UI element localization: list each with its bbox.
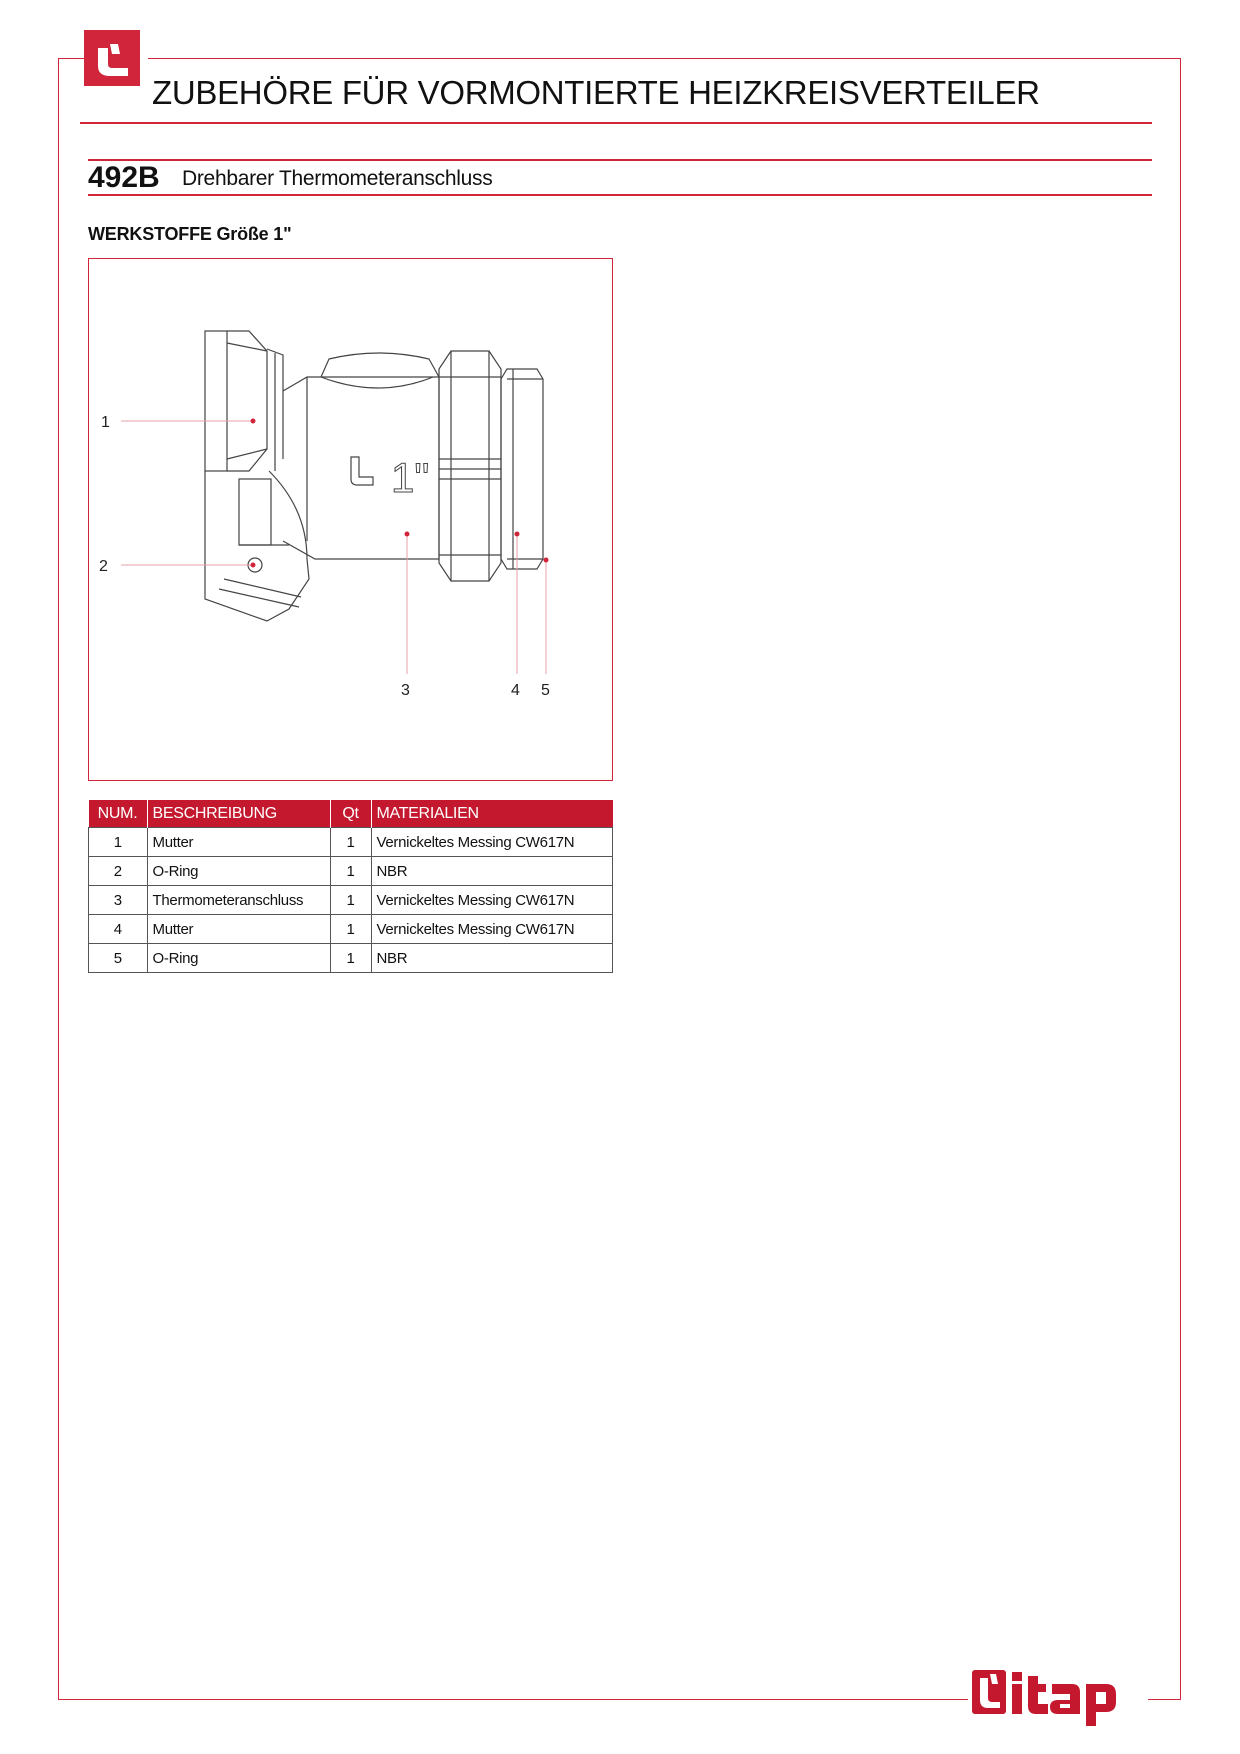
section-cut-drawing [205, 471, 309, 621]
size-marking: 1" [391, 454, 430, 501]
cell-description: Mutter [147, 915, 330, 944]
itap-corner-logo-icon [84, 30, 140, 86]
table-row [89, 944, 613, 973]
cell-description: Mutter [147, 828, 330, 857]
itap-brand-logo-icon [968, 1662, 1148, 1734]
cell-qty: 1 [330, 944, 371, 973]
product-subtitle: Drehbarer Thermometeranschluss [182, 167, 493, 190]
cell-num: 3 [89, 886, 148, 915]
table-row [89, 828, 613, 857]
title-divider [80, 122, 1152, 124]
cell-qty: 1 [330, 828, 371, 857]
header-num: NUM. [89, 800, 148, 828]
callout-2: 2 [99, 558, 108, 575]
page-title: ZUBEHÖRE FÜR VORMONTIERTE HEIZKREISVERTEILER [152, 74, 1040, 111]
cell-qty: 1 [330, 886, 371, 915]
table-row [89, 857, 613, 886]
cell-description: O-Ring [147, 944, 330, 973]
cell-num: 1 [89, 828, 148, 857]
header-description: BESCHREIBUNG [147, 800, 330, 828]
cell-material: NBR [371, 944, 613, 973]
section-divider-top [88, 159, 1152, 161]
left-nut-drawing [205, 331, 283, 471]
right-nut-drawing [439, 351, 501, 581]
table-row [89, 915, 613, 944]
technical-drawing [88, 258, 613, 781]
cell-material: Vernickeltes Messing CW617N [371, 828, 613, 857]
cell-qty: 1 [330, 857, 371, 886]
callout-4: 4 [511, 682, 520, 699]
table-row [89, 886, 613, 915]
cell-description: Thermometeranschluss [147, 886, 330, 915]
cell-num: 5 [89, 944, 148, 973]
cell-material: Vernickeltes Messing CW617N [371, 886, 613, 915]
cell-material: Vernickeltes Messing CW617N [371, 915, 613, 944]
materials-heading: WERKSTOFFE Größe 1" [88, 224, 292, 244]
product-code: 492B [88, 161, 160, 194]
cell-material: NBR [371, 857, 613, 886]
callout-3: 3 [401, 682, 410, 699]
callout-1: 1 [101, 414, 110, 431]
callout-5: 5 [541, 682, 550, 699]
cell-num: 4 [89, 915, 148, 944]
section-divider-bottom [88, 194, 1152, 196]
table-header-row [89, 800, 613, 828]
header-qty: Qt [330, 800, 371, 828]
parts-table [88, 800, 613, 973]
header-materials: MATERIALIEN [371, 800, 613, 828]
cell-num: 2 [89, 857, 148, 886]
right-thread-drawing [501, 369, 543, 569]
cell-description: O-Ring [147, 857, 330, 886]
cell-qty: 1 [330, 915, 371, 944]
body-marking [351, 454, 429, 501]
